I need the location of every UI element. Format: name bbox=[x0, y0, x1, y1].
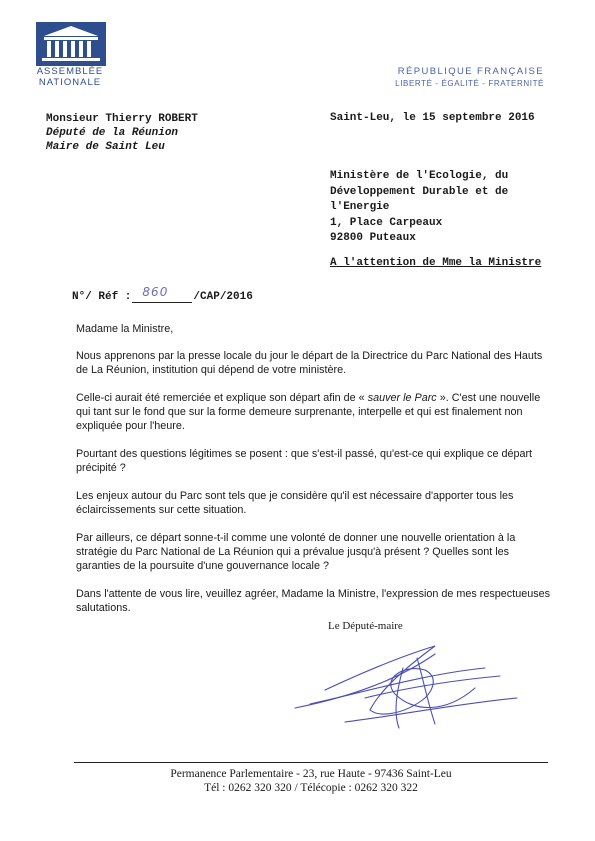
sender-title-deputy: Député de la Réunion bbox=[46, 127, 179, 139]
sender-name: Monsieur Thierry ROBERT bbox=[46, 113, 198, 125]
paragraph-2-after: ». C'est une nouvelle qui tant sur le fond que sur la forme demeure surprenante, interpelle et qui est finalement non expliquée pour l'heure. bbox=[76, 392, 541, 432]
reference-prefix: N°/ Réf : bbox=[72, 291, 132, 303]
paragraph-2-quote: sauver le Parc bbox=[367, 392, 437, 404]
handwritten-signature bbox=[285, 628, 525, 738]
paragraph-1: Nous apprenons par la presse locale du jour le départ de la Directrice du Parc National des Hauts de La Réunion, institution qui dépend de votre ministère. bbox=[76, 350, 543, 376]
letter-body bbox=[76, 322, 552, 629]
footer-address: Permanence Parlementaire - 23, rue Haute - 97436 Saint-Leu bbox=[170, 768, 452, 780]
parliament-building-icon bbox=[36, 22, 106, 66]
republic-name: RÉPUBLIQUE FRANÇAISE bbox=[397, 66, 544, 77]
reference-number-field bbox=[132, 285, 192, 303]
footer bbox=[74, 767, 548, 795]
recipient-line-5: 92800 Puteaux bbox=[330, 232, 416, 244]
republic-motto: LIBERTÉ - ÉGALITÉ - FRATERNITÉ bbox=[395, 79, 544, 88]
paragraph-3: Pourtant des questions légitimes se posent : que s'est-il passé, qu'est-ce qui explique ce départ précipité ? bbox=[76, 448, 533, 474]
reference-suffix: /CAP/2016 bbox=[193, 291, 253, 303]
paragraph-2 bbox=[76, 391, 552, 433]
paragraph-4: Les enjeux autour du Parc sont tels que je considère qu'il est nécessaire d'apporter tous les éclaircissements sur cette situation. bbox=[76, 490, 514, 516]
paragraph-6: Dans l'attente de vous lire, veuillez agréer, Madame la Ministre, l'expression de mes respectueuses salutations. bbox=[76, 588, 551, 614]
signer-title: Le Député-maire bbox=[328, 620, 403, 632]
republic-heading bbox=[372, 66, 544, 90]
footer-divider bbox=[74, 762, 548, 763]
reference-line bbox=[72, 285, 253, 303]
sender-block bbox=[46, 112, 198, 154]
reference-handwritten-number: 860 bbox=[142, 285, 169, 299]
logo-wordmark bbox=[28, 66, 112, 88]
attention-line: A l'attention de Mme la Ministre bbox=[330, 257, 542, 269]
recipient-line-3: l'Energie bbox=[330, 201, 390, 213]
recipient-block bbox=[330, 169, 508, 247]
sender-title-mayor: Maire de Saint Leu bbox=[46, 141, 165, 153]
signature-icon bbox=[285, 628, 525, 738]
salutation: Madame la Ministre, bbox=[76, 323, 174, 335]
recipient-line-2: Développement Durable et de bbox=[330, 185, 509, 198]
paragraph-5: Par ailleurs, ce départ sonne-t-il comme une volonté de donner une nouvelle orientation à la stratégie du Parc National de La Réunion qui a prévalue jusqu'à présent ? Quelles sont les garanties de la poursuite d'une gouvernance locale ? bbox=[76, 532, 516, 572]
recipient-line-4: 1, Place Carpeaux bbox=[330, 216, 443, 229]
assemblee-nationale-logo bbox=[36, 22, 106, 66]
footer-phones: Tél : 0262 320 320 / Télécopie : 0262 320 322 bbox=[204, 782, 418, 794]
paragraph-2-before: Celle-ci aurait été remerciée et explique son départ afin de « bbox=[76, 392, 368, 404]
logo-line-2: NATIONALE bbox=[38, 77, 102, 88]
logo-line-1: ASSEMBLÉE bbox=[36, 66, 104, 77]
recipient-line-1: Ministère de l'Ecologie, du bbox=[330, 170, 509, 182]
letter-date: Saint-Leu, le 15 septembre 2016 bbox=[330, 112, 535, 124]
